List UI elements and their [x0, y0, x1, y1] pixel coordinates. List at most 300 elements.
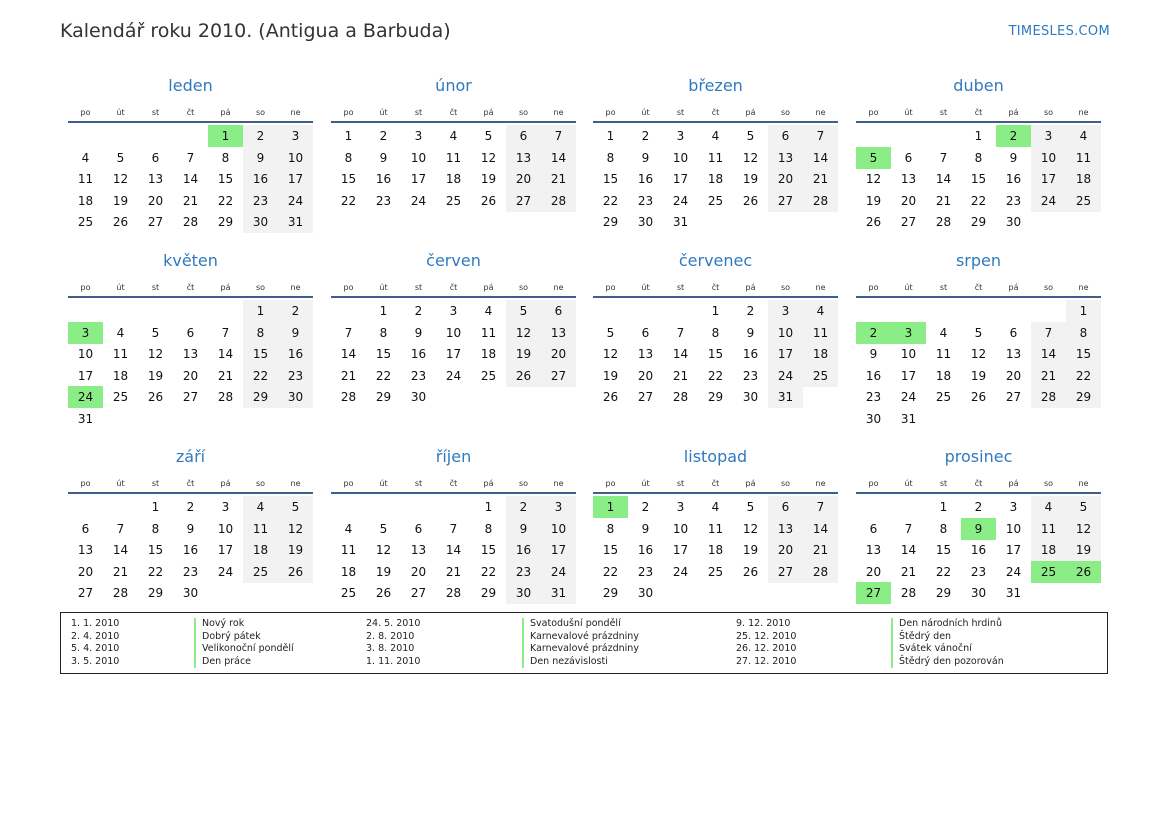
day-cell: 16: [637, 543, 654, 558]
day-cell: 10: [1005, 521, 1022, 536]
weekday-label: st: [151, 479, 160, 488]
day-cell: 19: [147, 368, 164, 383]
day-cell: 31: [768, 386, 803, 408]
holiday-name: Štědrý den pozorován: [891, 656, 1004, 669]
weekday-header: [331, 283, 576, 295]
day-cell: 18: [243, 539, 278, 561]
day-cell: 28: [1031, 386, 1066, 408]
day-cell: 13: [865, 543, 882, 558]
day-cell: 9: [869, 347, 878, 362]
day-cell: 29: [243, 386, 278, 408]
weekday-label: st: [151, 108, 160, 117]
month-name: březen: [688, 76, 743, 95]
day-cell: 25: [77, 215, 94, 230]
day-cell: 1: [484, 500, 493, 514]
day-cell: 2: [641, 129, 650, 143]
weekday-label: ne: [815, 479, 826, 488]
day-cell: 30: [410, 390, 427, 405]
day-cell: 6: [641, 325, 650, 340]
weekday-header: [68, 479, 313, 491]
weekday-label: po: [80, 479, 91, 488]
day-cell: 12: [147, 347, 164, 362]
weekday-label: pá: [483, 108, 494, 117]
day-cell: 13: [506, 147, 541, 169]
weekday-label: pá: [1008, 108, 1019, 117]
day-cell: 24: [1031, 190, 1066, 212]
weekday-label: so: [1043, 479, 1054, 488]
day-cell: 1: [1066, 300, 1101, 322]
day-cell: 2: [243, 125, 278, 147]
day-cell: 5: [606, 325, 615, 340]
day-cell: 26: [970, 390, 987, 405]
header-divider: [331, 296, 576, 298]
holiday-day-cell: 2: [856, 322, 891, 344]
day-cell: 20: [541, 343, 576, 365]
weekday-label: st: [414, 479, 423, 488]
day-cell: 12: [506, 322, 541, 344]
day-cell: 24: [672, 193, 689, 208]
day-cell: 18: [803, 343, 838, 365]
day-cell: 9: [186, 521, 195, 536]
month-name: srpen: [955, 251, 1002, 270]
day-cell: 23: [410, 368, 427, 383]
day-cell: 27: [637, 390, 654, 405]
day-cell: 5: [379, 521, 388, 536]
day-cell: 26: [375, 586, 392, 601]
day-cell: 22: [1066, 365, 1101, 387]
day-cell: 8: [243, 322, 278, 344]
weekday-label: po: [343, 108, 354, 117]
day-cell: 22: [480, 564, 497, 579]
weekday-label: čt: [449, 283, 458, 292]
day-cell: 7: [186, 150, 195, 165]
brand-link[interactable]: TIMESLES.COM: [1008, 24, 1110, 39]
day-cell: 24: [445, 368, 462, 383]
day-cell: 14: [340, 347, 357, 362]
day-cell: 5: [746, 500, 755, 514]
day-cell: 10: [77, 347, 94, 362]
day-cell: 4: [939, 325, 948, 340]
holiday-day-cell: 26: [1066, 561, 1101, 583]
day-cell: 21: [1031, 365, 1066, 387]
day-cell: 18: [1066, 168, 1101, 190]
weekday-header: [856, 479, 1101, 491]
weekday-label: pá: [1008, 283, 1019, 292]
weekday-label: út: [904, 283, 913, 292]
weekday-label: st: [939, 283, 948, 292]
day-cell: 17: [410, 172, 427, 187]
month-name: červenec: [678, 251, 753, 270]
day-cell: 20: [768, 168, 803, 190]
day-cell: 26: [865, 215, 882, 230]
day-cell: 14: [217, 347, 234, 362]
weekday-header: [856, 108, 1101, 120]
day-cell: 29: [602, 586, 619, 601]
day-cell: 21: [672, 368, 689, 383]
month-name: květen: [163, 251, 218, 270]
weekday-label: út: [904, 479, 913, 488]
holiday-day-cell: 5: [856, 147, 891, 169]
day-cell: 21: [217, 368, 234, 383]
weekday-label: po: [343, 283, 354, 292]
day-cell: 3: [768, 300, 803, 322]
weekday-label: ne: [1078, 108, 1089, 117]
day-cell: 14: [672, 347, 689, 362]
day-cell: 15: [340, 172, 357, 187]
day-cell: 3: [414, 129, 423, 143]
weekday-label: po: [868, 479, 879, 488]
weekday-label: po: [80, 283, 91, 292]
day-cell: 1: [606, 129, 615, 143]
day-cell: 6: [1009, 325, 1018, 340]
day-cell: 23: [1005, 193, 1022, 208]
day-cell: 30: [637, 215, 654, 230]
day-cell: 27: [900, 215, 917, 230]
day-cell: 15: [935, 543, 952, 558]
day-cell: 26: [506, 365, 541, 387]
day-cell: 4: [711, 129, 720, 143]
weekday-header: [331, 479, 576, 491]
day-cell: 9: [243, 147, 278, 169]
day-cell: 8: [344, 150, 353, 165]
holiday-date: 9. 12. 2010: [736, 618, 791, 629]
day-cell: 19: [602, 368, 619, 383]
day-cell: 6: [186, 325, 195, 340]
holiday-date: 1. 1. 2010: [71, 618, 120, 629]
weekday-header: [856, 283, 1101, 295]
day-cell: 22: [340, 193, 357, 208]
weekday-label: út: [641, 108, 650, 117]
day-cell: 22: [147, 564, 164, 579]
day-cell: 12: [742, 521, 759, 536]
day-cell: 12: [112, 172, 129, 187]
weekday-header: [593, 479, 838, 491]
holiday-name: Karnevalové prázdniny: [522, 631, 639, 644]
month-name: červen: [426, 251, 481, 270]
day-cell: 14: [803, 147, 838, 169]
day-cell: 12: [970, 347, 987, 362]
day-cell: 11: [935, 347, 952, 362]
day-cell: 4: [711, 500, 720, 514]
holiday-date: 27. 12. 2010: [736, 655, 797, 667]
day-cell: 10: [217, 521, 234, 536]
holiday-day-cell: 27: [856, 582, 891, 604]
day-cell: 29: [217, 215, 234, 230]
holiday-date: 2. 8. 2010: [366, 630, 415, 642]
day-cell: 10: [900, 347, 917, 362]
day-cell: 17: [900, 368, 917, 383]
weekday-label: čt: [186, 479, 195, 488]
day-cell: 18: [707, 172, 724, 187]
day-cell: 22: [707, 368, 724, 383]
day-cell: 13: [410, 543, 427, 558]
day-cell: 11: [707, 150, 724, 165]
day-cell: 3: [1009, 500, 1018, 514]
weekday-label: st: [414, 283, 423, 292]
day-cell: 9: [506, 518, 541, 540]
day-cell: 6: [81, 521, 90, 536]
day-cell: 22: [243, 365, 278, 387]
holiday-name: Svatodušní pondělí: [522, 618, 639, 631]
day-cell: 4: [81, 150, 90, 165]
day-cell: 28: [182, 215, 199, 230]
day-cell: 28: [541, 190, 576, 212]
day-cell: 13: [147, 172, 164, 187]
day-cell: 22: [935, 564, 952, 579]
day-cell: 11: [77, 172, 94, 187]
day-cell: 3: [221, 500, 230, 514]
day-cell: 19: [375, 564, 392, 579]
day-cell: 5: [506, 300, 541, 322]
month-name: říjen: [435, 447, 472, 466]
day-cell: 24: [410, 193, 427, 208]
weekday-label: ne: [290, 479, 301, 488]
weekday-label: čt: [711, 108, 720, 117]
day-cell: 29: [935, 586, 952, 601]
day-cell: 23: [637, 193, 654, 208]
day-cell: 26: [147, 390, 164, 405]
weekday-label: so: [255, 479, 266, 488]
day-cell: 30: [278, 386, 313, 408]
day-cell: 9: [641, 150, 650, 165]
day-cell: 13: [1005, 347, 1022, 362]
month-name: únor: [435, 76, 472, 95]
day-cell: 9: [641, 521, 650, 536]
day-cell: 17: [768, 343, 803, 365]
day-cell: 6: [869, 521, 878, 536]
day-cell: 22: [602, 193, 619, 208]
day-cell: 17: [1005, 543, 1022, 558]
holiday-name: Svátek vánoční: [891, 643, 1004, 656]
holiday-day-cell: 2: [996, 125, 1031, 147]
day-cell: 14: [541, 147, 576, 169]
header-divider: [68, 121, 313, 123]
day-cell: 11: [480, 325, 497, 340]
day-cell: 1: [151, 500, 160, 514]
day-cell: 7: [676, 325, 685, 340]
weekday-label: pá: [1008, 479, 1019, 488]
day-cell: 30: [182, 586, 199, 601]
weekday-header: [68, 283, 313, 295]
legend-names: [891, 618, 1004, 668]
day-cell: 12: [480, 150, 497, 165]
day-cell: 16: [278, 343, 313, 365]
month-name: leden: [168, 76, 213, 95]
day-cell: 20: [637, 368, 654, 383]
day-cell: 17: [672, 543, 689, 558]
day-cell: 2: [746, 304, 755, 318]
weekday-label: čt: [711, 479, 720, 488]
day-cell: 15: [602, 172, 619, 187]
day-cell: 8: [939, 521, 948, 536]
day-cell: 26: [742, 193, 759, 208]
header-divider: [593, 296, 838, 298]
day-cell: 20: [768, 539, 803, 561]
weekday-label: čt: [449, 108, 458, 117]
day-cell: 25: [480, 368, 497, 383]
day-cell: 14: [803, 518, 838, 540]
weekday-label: so: [518, 479, 529, 488]
weekday-label: st: [676, 108, 685, 117]
day-cell: 17: [77, 368, 94, 383]
header-divider: [856, 121, 1101, 123]
day-cell: 16: [865, 368, 882, 383]
day-cell: 23: [375, 193, 392, 208]
day-cell: 16: [243, 168, 278, 190]
day-cell: 14: [935, 172, 952, 187]
day-cell: 12: [278, 518, 313, 540]
day-cell: 20: [865, 564, 882, 579]
day-cell: 4: [243, 496, 278, 518]
day-cell: 7: [803, 125, 838, 147]
day-cell: 20: [1005, 368, 1022, 383]
day-cell: 23: [243, 190, 278, 212]
day-cell: 9: [746, 325, 755, 340]
day-cell: 3: [676, 500, 685, 514]
day-cell: 1: [939, 500, 948, 514]
day-cell: 22: [970, 193, 987, 208]
weekday-label: po: [868, 108, 879, 117]
day-cell: 6: [506, 125, 541, 147]
day-cell: 19: [1066, 539, 1101, 561]
weekday-label: pá: [220, 283, 231, 292]
day-cell: 17: [672, 172, 689, 187]
day-cell: 6: [768, 125, 803, 147]
legend-dates: [71, 618, 119, 668]
day-cell: 13: [182, 347, 199, 362]
day-cell: 25: [803, 365, 838, 387]
day-cell: 14: [182, 172, 199, 187]
weekday-label: ne: [1078, 479, 1089, 488]
weekday-label: po: [343, 479, 354, 488]
day-cell: 5: [116, 150, 125, 165]
day-cell: 16: [970, 543, 987, 558]
header-divider: [331, 121, 576, 123]
day-cell: 23: [637, 564, 654, 579]
day-cell: 1: [379, 304, 388, 318]
day-cell: 15: [602, 543, 619, 558]
day-cell: 27: [77, 586, 94, 601]
legend-dates: [736, 618, 796, 668]
day-cell: 31: [278, 211, 313, 233]
holiday-day-cell: 24: [68, 386, 103, 408]
weekday-label: út: [116, 479, 125, 488]
day-cell: 29: [970, 215, 987, 230]
day-cell: 29: [707, 390, 724, 405]
day-cell: 13: [768, 518, 803, 540]
day-cell: 21: [182, 193, 199, 208]
day-cell: 18: [935, 368, 952, 383]
day-cell: 2: [379, 129, 388, 143]
day-cell: 15: [243, 343, 278, 365]
weekday-label: st: [676, 283, 685, 292]
day-cell: 9: [278, 322, 313, 344]
day-cell: 27: [147, 215, 164, 230]
day-cell: 14: [112, 543, 129, 558]
day-cell: 25: [243, 561, 278, 583]
weekday-label: so: [255, 108, 266, 117]
day-cell: 6: [414, 521, 423, 536]
day-cell: 13: [637, 347, 654, 362]
day-cell: 11: [112, 347, 129, 362]
day-cell: 7: [449, 521, 458, 536]
day-cell: 20: [410, 564, 427, 579]
holiday-date: 2. 4. 2010: [71, 630, 120, 642]
day-cell: 15: [375, 347, 392, 362]
weekday-label: st: [676, 479, 685, 488]
day-cell: 13: [77, 543, 94, 558]
weekday-label: so: [255, 283, 266, 292]
day-cell: 7: [803, 496, 838, 518]
weekday-label: čt: [711, 283, 720, 292]
weekday-label: čt: [449, 479, 458, 488]
day-cell: 19: [278, 539, 313, 561]
weekday-label: pá: [483, 283, 494, 292]
header-divider: [856, 492, 1101, 494]
day-cell: 21: [803, 168, 838, 190]
holiday-legend: [60, 612, 1108, 674]
day-cell: 4: [116, 325, 125, 340]
day-cell: 22: [375, 368, 392, 383]
day-cell: 10: [672, 150, 689, 165]
day-cell: 18: [340, 564, 357, 579]
header-divider: [68, 296, 313, 298]
day-cell: 18: [112, 368, 129, 383]
day-cell: 11: [340, 543, 357, 558]
weekday-label: po: [80, 108, 91, 117]
day-cell: 25: [707, 193, 724, 208]
weekday-label: so: [1043, 108, 1054, 117]
legend-dates: [366, 618, 420, 668]
day-cell: 27: [410, 586, 427, 601]
day-cell: 7: [116, 521, 125, 536]
day-cell: 25: [112, 390, 129, 405]
holiday-day-cell: 1: [208, 125, 243, 147]
day-cell: 14: [445, 543, 462, 558]
day-cell: 7: [939, 150, 948, 165]
header-divider: [68, 492, 313, 494]
day-cell: 30: [637, 586, 654, 601]
holiday-day-cell: 1: [593, 496, 628, 518]
weekday-label: so: [780, 108, 791, 117]
day-cell: 21: [340, 368, 357, 383]
day-cell: 5: [1066, 496, 1101, 518]
day-cell: 10: [1031, 147, 1066, 169]
day-cell: 11: [707, 521, 724, 536]
holiday-name: Velikonoční pondělí: [194, 643, 294, 656]
day-cell: 16: [637, 172, 654, 187]
day-cell: 27: [768, 561, 803, 583]
day-cell: 5: [746, 129, 755, 143]
day-cell: 26: [112, 215, 129, 230]
holiday-day-cell: 25: [1031, 561, 1066, 583]
day-cell: 7: [221, 325, 230, 340]
day-cell: 19: [865, 193, 882, 208]
day-cell: 9: [414, 325, 423, 340]
day-cell: 29: [375, 390, 392, 405]
weekday-label: út: [379, 479, 388, 488]
weekday-label: so: [518, 108, 529, 117]
day-cell: 10: [278, 147, 313, 169]
weekday-label: pá: [220, 108, 231, 117]
day-cell: 30: [865, 412, 882, 426]
day-cell: 2: [414, 304, 423, 318]
weekday-label: út: [379, 108, 388, 117]
day-cell: 3: [1031, 125, 1066, 147]
day-cell: 16: [182, 543, 199, 558]
day-cell: 15: [217, 172, 234, 187]
day-cell: 15: [707, 347, 724, 362]
